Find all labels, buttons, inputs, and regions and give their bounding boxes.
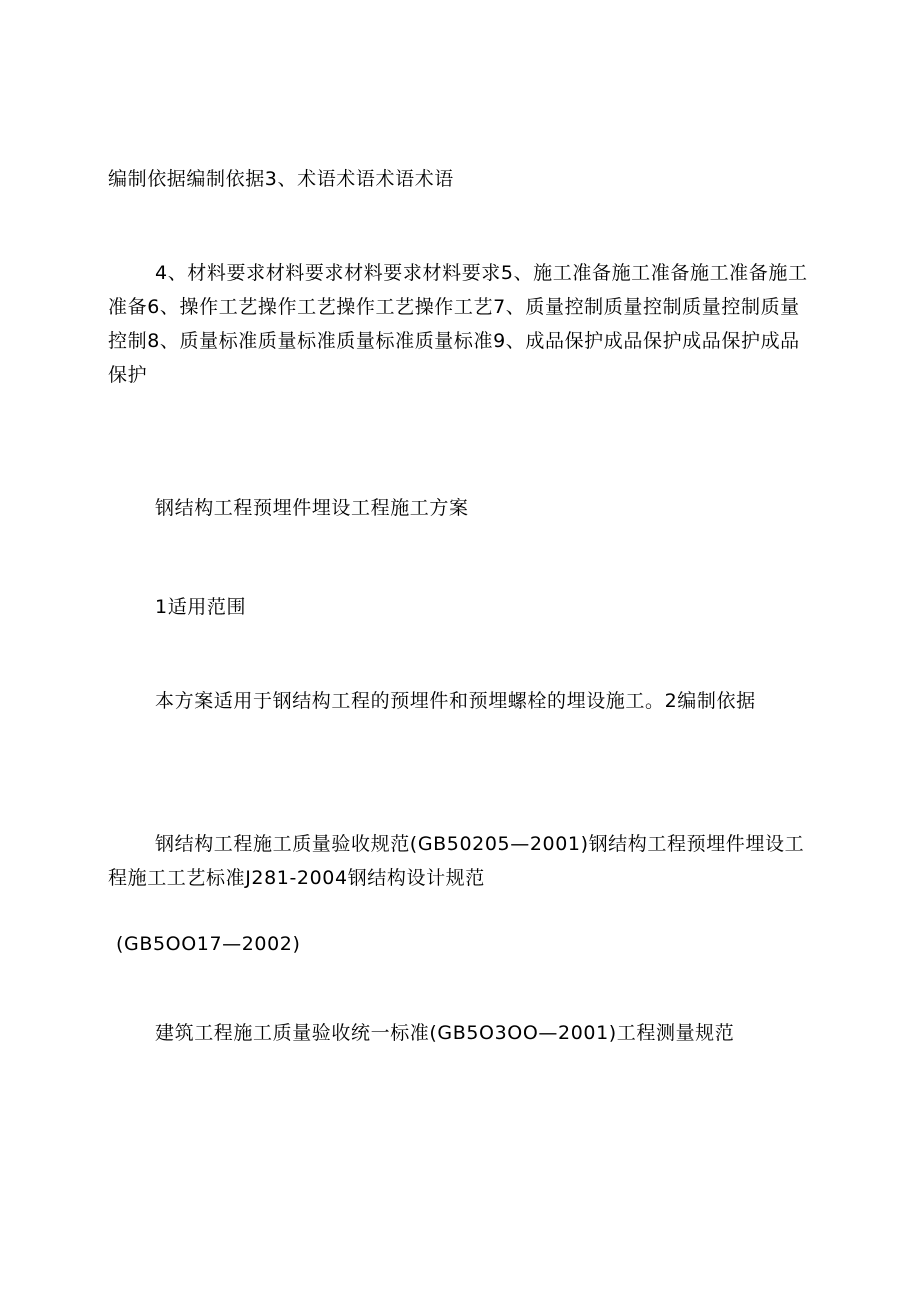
scope-paragraph: 本方案适用于钢结构工程的预埋件和预埋螺栓的埋设施工。2编制依据: [155, 690, 756, 712]
toc-line-2: 4、材料要求材料要求材料要求材料要求5、施工准备施工准备施工准备施工准备6、操作工艺操作工艺操作工艺操作工艺7、质量控制质量控制质量控制质量控制8、质量标准质量标准质量标准质量标准9、成品保护成品保护成品保护成品保护: [108, 262, 808, 386]
basis-paragraph: 钢结构工程施工质量验收规范(GB50205—2001)钢结构工程预埋件埋设工程施工工艺标准J281-2004钢结构设计规范: [108, 833, 805, 889]
toc-line-1: 编制依据编制依据3、术语术语术语术语: [108, 168, 454, 190]
document-title: 钢结构工程预埋件埋设工程施工方案: [155, 497, 469, 519]
section-heading-scope: 1适用范围: [155, 596, 247, 618]
basis-paragraph-2: 建筑工程施工质量验收统一标准(GB5O3OO—2001)工程测量规范: [155, 1022, 735, 1044]
basis-standard-code: (GB5OO17—2002): [116, 933, 301, 955]
